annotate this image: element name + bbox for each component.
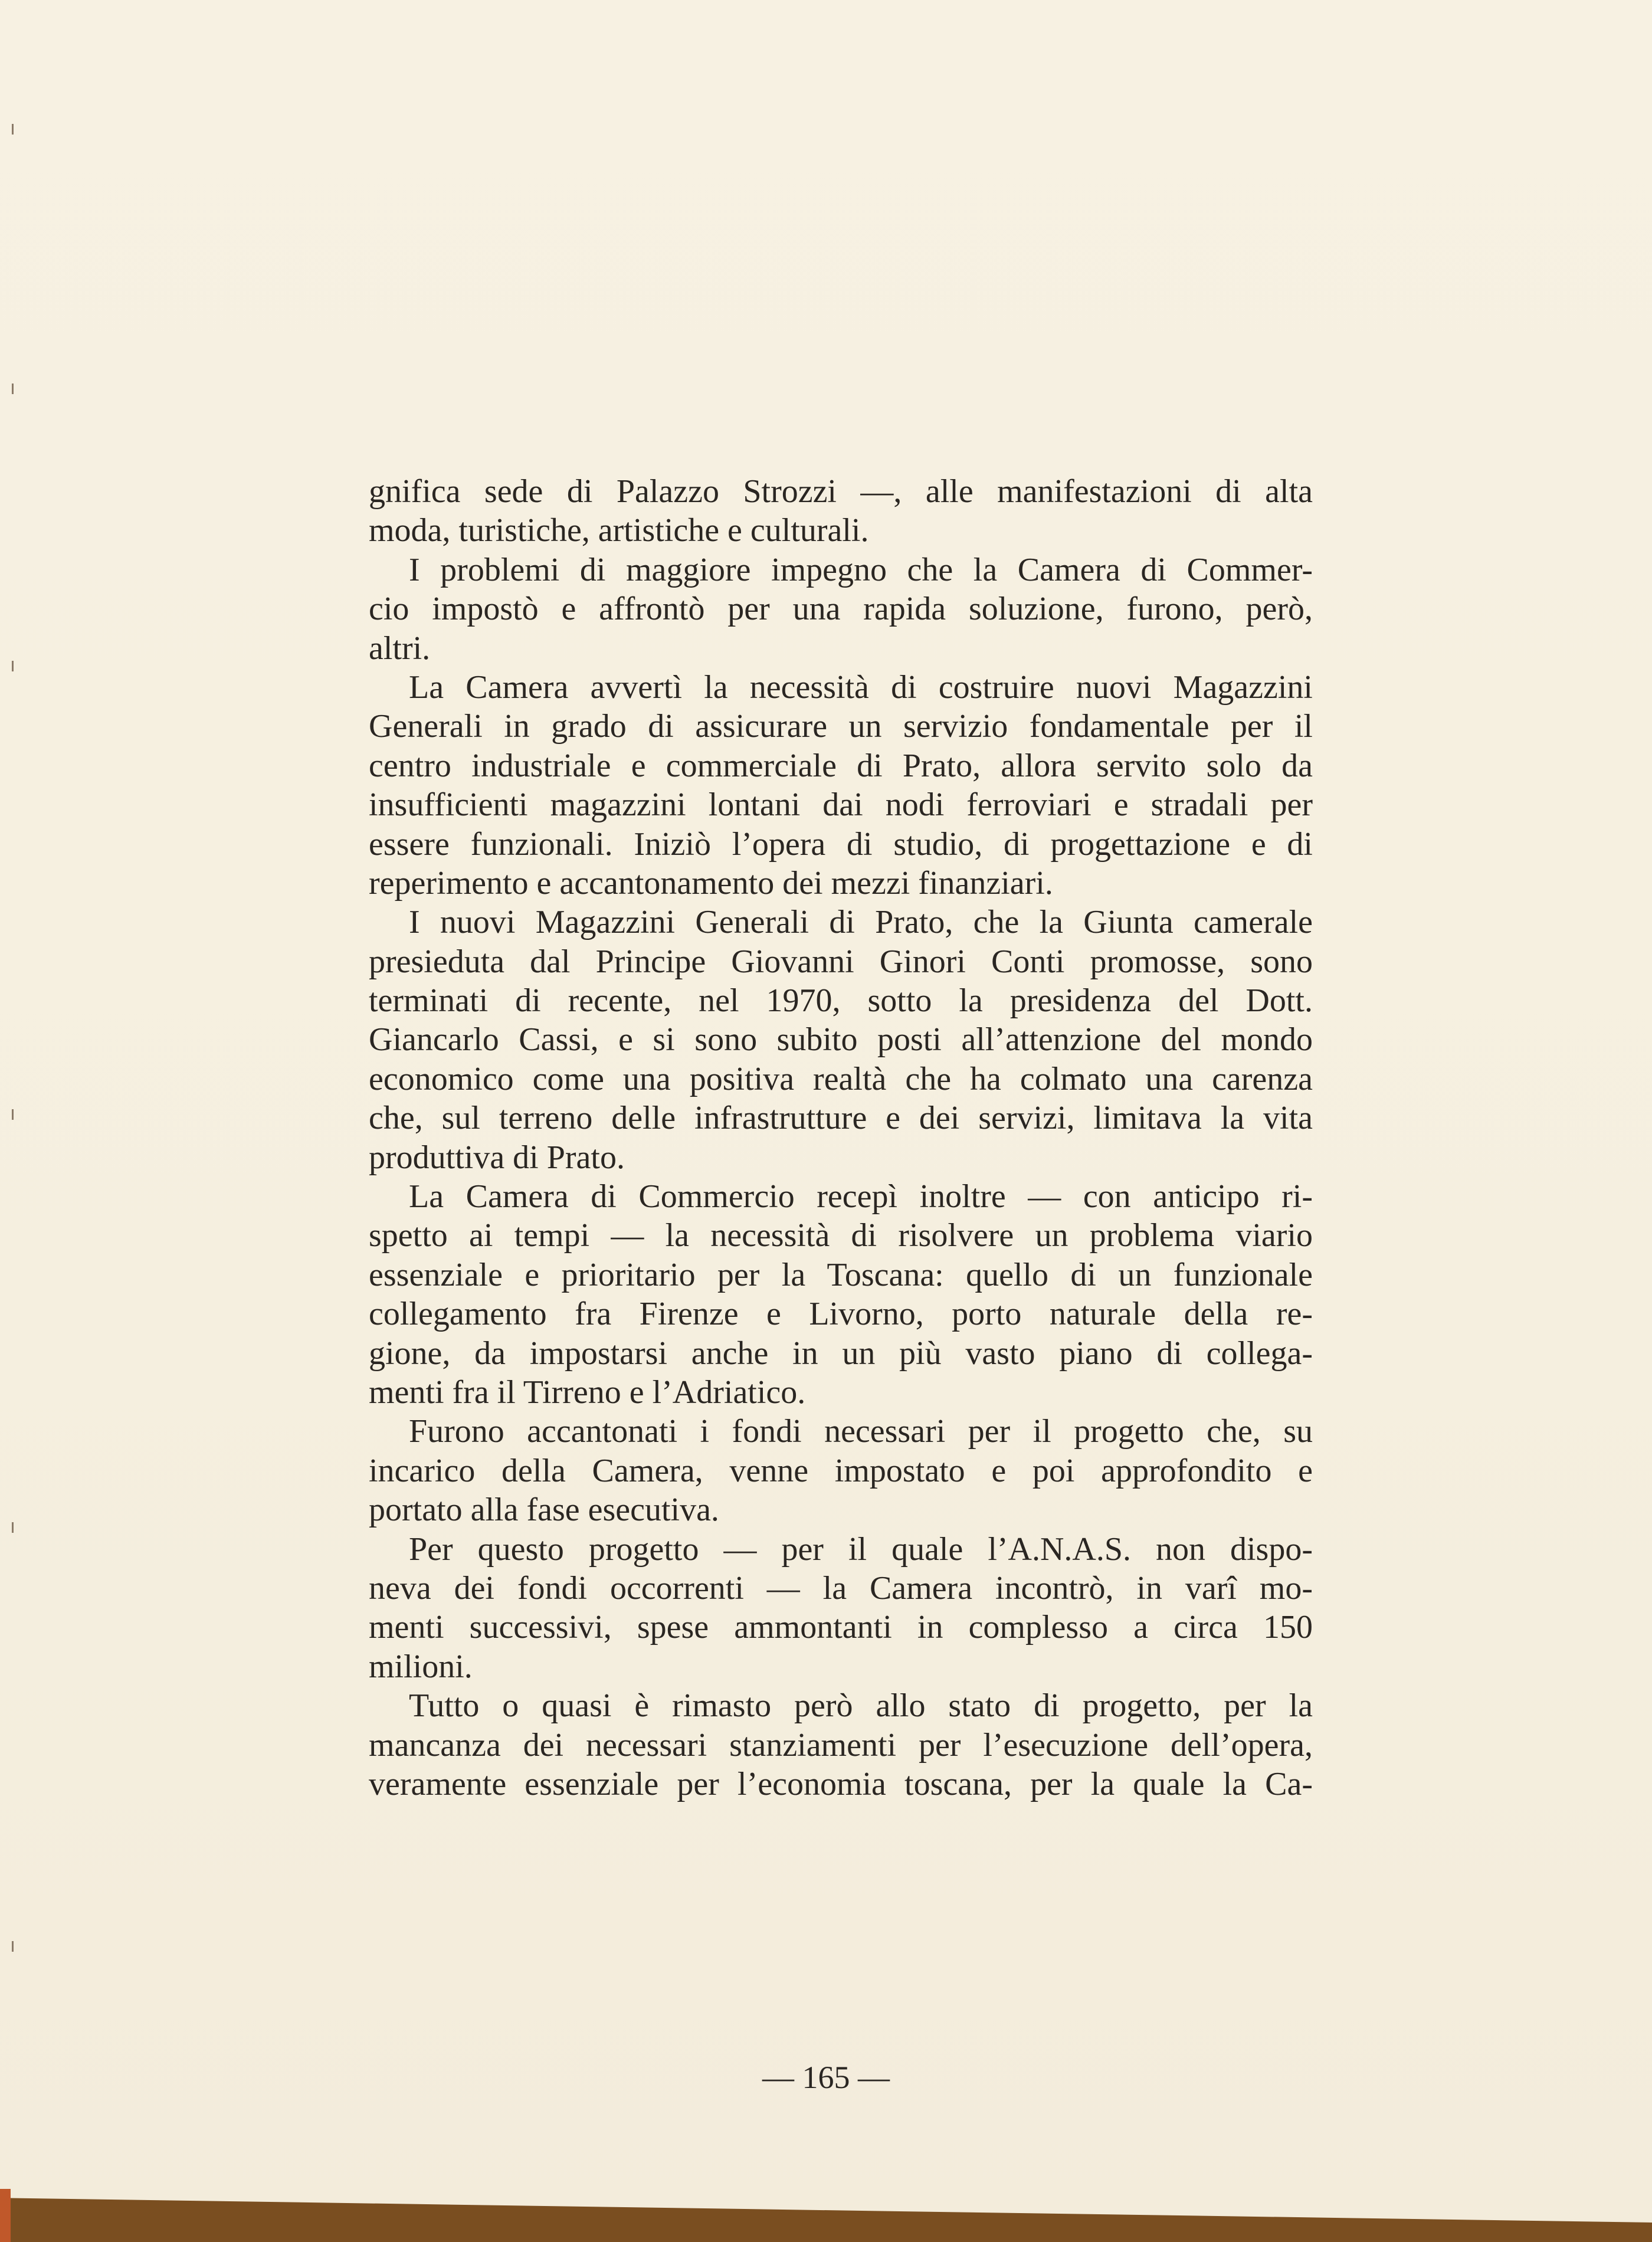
text-line: I nuovi Magazzini Generali di Prato, che la Giunta camerale — [409, 904, 1313, 941]
text-line: menti fra il Tirreno e l’Adriatico. — [369, 1374, 806, 1411]
text-line: Per questo progetto — per il quale l’A.N.A.S. non dispo- — [409, 1530, 1313, 1568]
text-line: economico come una positiva realtà che ha colmato una carenza — [369, 1060, 1313, 1097]
margin-mark — [12, 1522, 14, 1533]
paragraph — [369, 472, 1313, 550]
text-line: menti successivi, spese ammontanti in complesso a circa 150 — [369, 1609, 1313, 1646]
text-line: insufficienti magazzini lontani dai nodi ferroviari e stradali per — [369, 786, 1313, 824]
book-cover-edge — [0, 2177, 1652, 2242]
text-line: presieduta dal Principe Giovanni Ginori Conti promosse, sono — [369, 943, 1313, 980]
paragraph — [369, 1412, 1313, 1529]
text-line: Furono accantonati i fondi necessari per il progetto che, su — [409, 1413, 1313, 1450]
text-line: incarico della Camera, venne impostato e poi approfondito e — [369, 1452, 1313, 1489]
text-line: essenziale e prioritario per la Toscana: quello di un funzionale — [369, 1256, 1313, 1293]
text-line: La Camera avvertì la necessità di costruire nuovi Magazzini — [409, 668, 1313, 706]
text-line: mancanza dei necessari stanziamenti per l’esecuzione dell’opera, — [369, 1726, 1313, 1764]
text-line: centro industriale e commerciale di Prato, allora servito solo da — [369, 747, 1313, 784]
text-line: veramente essenziale per l’economia toscana, per la quale la Ca- — [369, 1765, 1313, 1802]
text-line: reperimento e accantonamento dei mezzi finanziari. — [369, 864, 1053, 902]
text-line: spetto ai tempi — la necessità di risolvere un problema viario — [369, 1217, 1313, 1254]
text-line: collegamento fra Firenze e Livorno, porto naturale della re- — [369, 1296, 1313, 1333]
paragraph — [369, 1686, 1313, 1804]
text-line: Tutto o quasi è rimasto però allo stato di progetto, per la — [409, 1687, 1313, 1725]
text-line: neva dei fondi occorrenti — la Camera incontrò, in varî mo- — [369, 1569, 1313, 1607]
text-line: I problemi di maggiore impegno che la Camera di Commer- — [409, 551, 1313, 588]
margin-mark — [12, 1941, 14, 1952]
margin-mark — [12, 384, 14, 394]
text-line: essere funzionali. Iniziò l’opera di studio, di progettazione e di — [369, 825, 1313, 863]
margin-mark — [12, 1109, 14, 1120]
paragraph — [369, 550, 1313, 668]
paragraph — [369, 903, 1313, 1177]
paragraph — [369, 1177, 1313, 1412]
margin-mark — [12, 124, 14, 135]
text-line: La Camera di Commercio recepì inoltre — con anticipo ri- — [409, 1178, 1313, 1215]
text-line: gione, da impostarsi anche in un più vasto piano di collega- — [369, 1335, 1313, 1372]
text-line: altri. — [369, 630, 431, 667]
text-line: moda, turistiche, artistiche e culturali. — [369, 512, 869, 549]
text-line: Generali in grado di assicurare un servizio fondamentale per il — [369, 708, 1313, 745]
margin-mark — [12, 661, 14, 671]
text-line: terminati di recente, nel 1970, sotto la presidenza del Dott. — [369, 982, 1313, 1020]
text-line: Giancarlo Cassi, e si sono subito posti all’attenzione del mondo — [369, 1021, 1313, 1058]
paragraph — [369, 1530, 1313, 1687]
text-line: portato alla fase esecutiva. — [369, 1492, 719, 1529]
paragraph — [369, 668, 1313, 903]
page-number: — 165 — — [762, 2060, 890, 2095]
text-line: cio impostò e affrontò per una rapida soluzione, furono, però, — [369, 591, 1313, 628]
body-text — [369, 472, 1313, 1804]
text-line: milioni. — [369, 1648, 473, 1685]
text-line: gnifica sede di Palazzo Strozzi —, alle manifestazioni di alta — [369, 473, 1313, 510]
text-line: produttiva di Prato. — [369, 1139, 625, 1176]
text-line: che, sul terreno delle infrastrutture e dei servizi, limitava la vita — [369, 1100, 1313, 1137]
book-spine-edge — [0, 2189, 11, 2242]
